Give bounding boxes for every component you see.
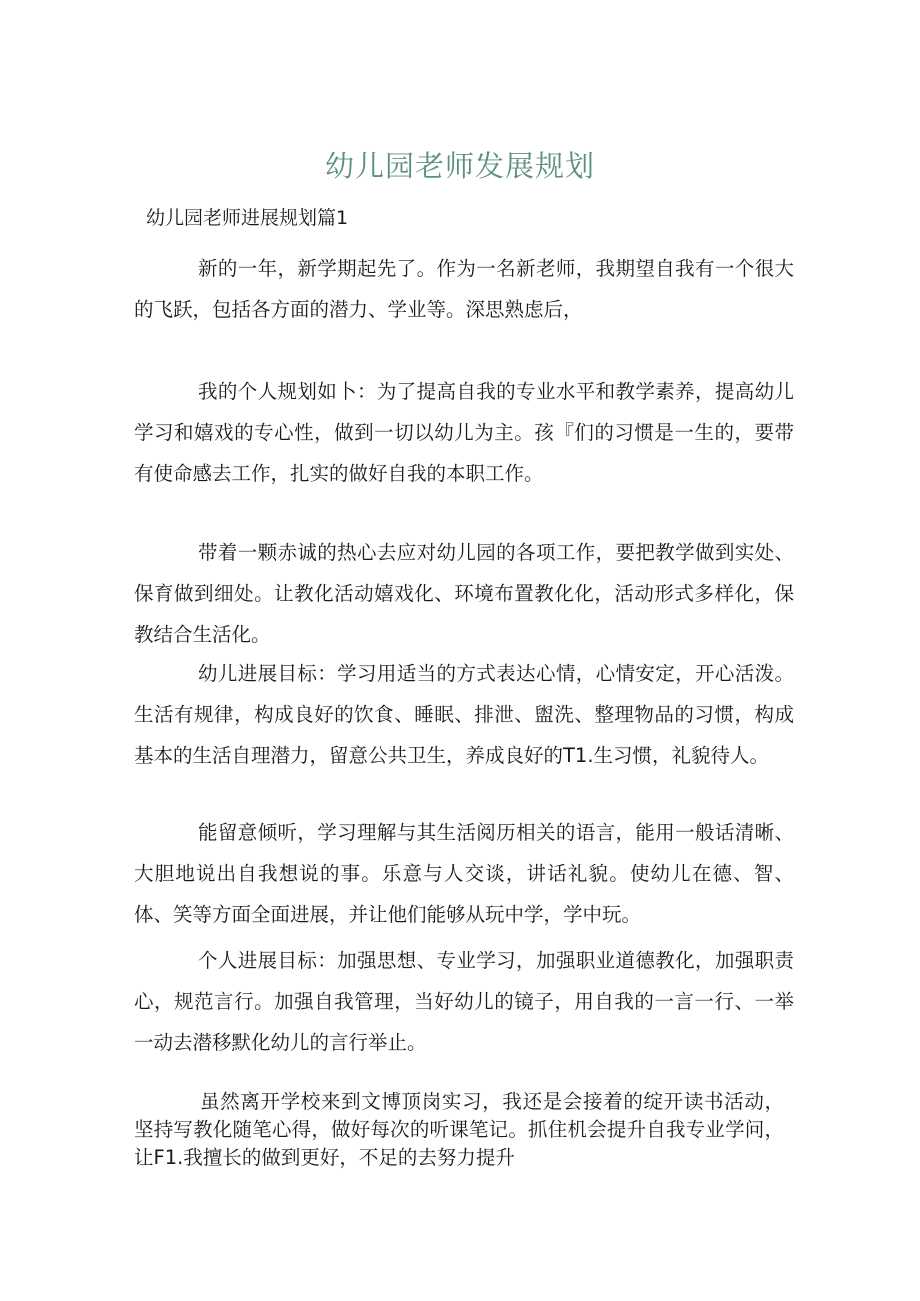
paragraph-3: 带着一颗赤诚的热心去应对幼儿园的各项工作，要把教学做到实处、保育做到细处。让教化活动嬉戏化、环境布置教化化，活动形式多样化，保教结合生活化。 (134, 541, 794, 646)
document-subtitle: 幼儿园老师进展规划篇1 (146, 207, 349, 229)
paragraph-5: 能留意倾听，学习理解与其生活阅历相关的语言，能用一般话清晰、大胆地说出自我想说的事。乐意与人交谈，讲话礼貌。使幼儿在德、智、体、笑等方面全面进展，并让他们能够从玩中学，学中玩。 (134, 821, 794, 926)
paragraph-1: 新的一年，新学期起先了。作为一名新老师，我期望自我有一个很大的飞跃，包括各方面的潜力、学业等。深思熟虑后， (134, 257, 794, 321)
paragraph-7: 虽然离开学校来到文博顶岗实习，我还是会接着的绽开读书活动，坚持写教化随笔心得，做好每次的听课笔记。抓住机会提升自我专业学问，让F1.我擅长的做到更好，不足的去努力提升 (134, 1090, 784, 1169)
paragraph-6: 个人进展目标：加强思想、专业学习，加强职业道德教化，加强职责心，规范言行。加强自我管理，当好幼儿的镜子，用自我的一言一行、一举一动去潜移默化幼儿的言行举止。 (134, 949, 794, 1054)
document-title: 幼儿园老师发展规划 (324, 149, 595, 183)
paragraph-4: 幼儿进展目标：学习用适当的方式表达心情，心情安定，开心活泼。生活有规律，构成良好的饮食、睡眠、排泄、盥洗、整理物品的习惯，构成基本的生活自理潜力，留意公共卫生，养成良好的T1.生习惯，礼貌待人。 (134, 662, 794, 767)
paragraph-2: 我的个人规划如卜：为了提高自我的专业水平和教学素养，提高幼儿学习和嬉戏的专心性，做到一切以幼儿为主。孩『们的习惯是一生的，要带有使命感去工作，扎实的做好自我的本职工作。 (134, 380, 794, 485)
